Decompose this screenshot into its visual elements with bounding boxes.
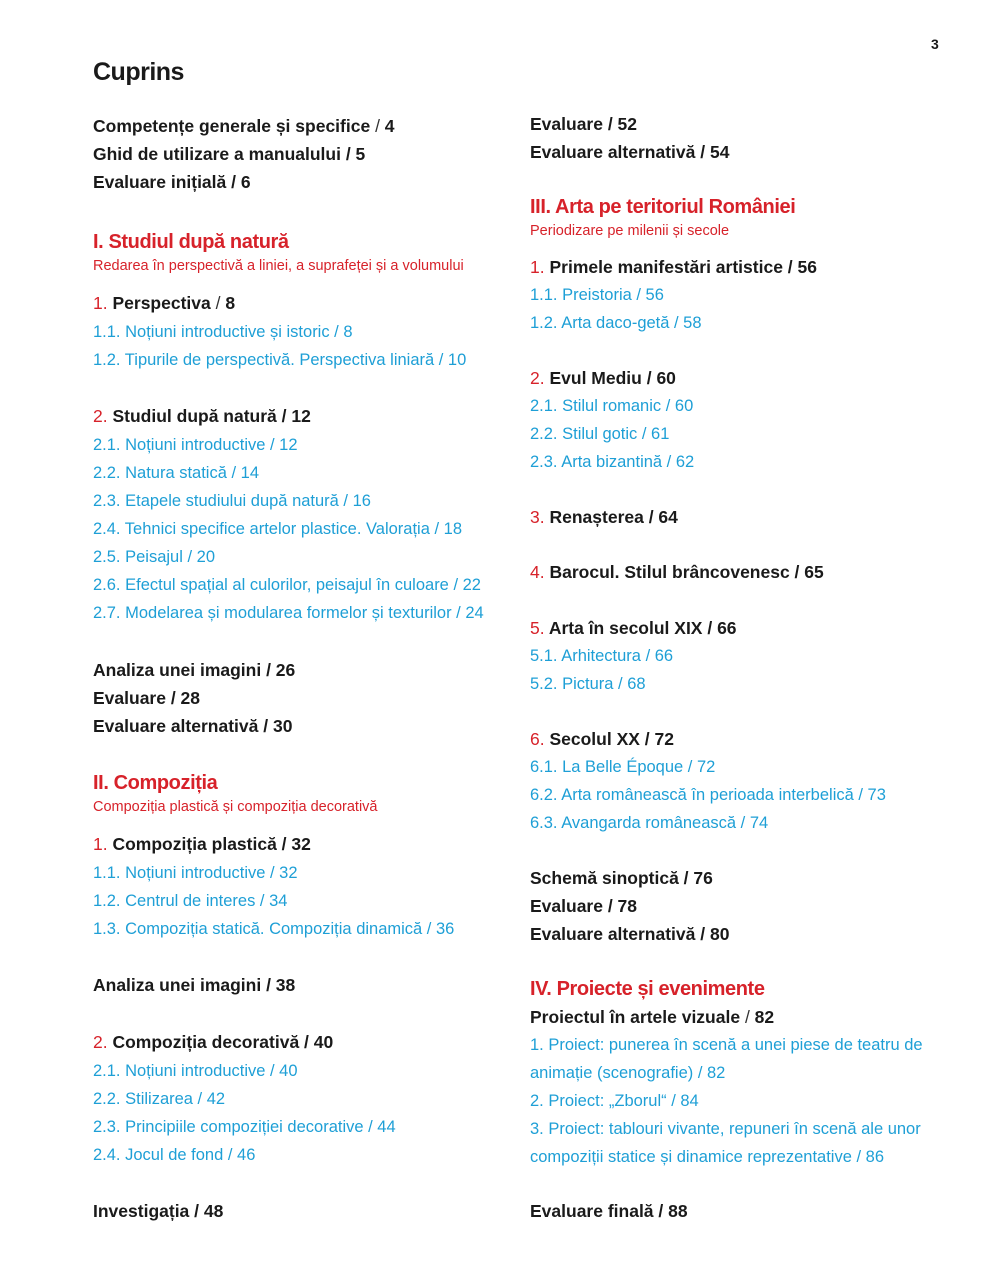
chapter-entry[interactable]: Proiectul în artele vizuale / 82 — [530, 1007, 775, 1027]
chapter-entry[interactable]: 6. Secolul XX / 72 — [530, 729, 674, 749]
toc-entry[interactable]: Analiza unei imagini / 38 — [93, 975, 296, 995]
subchapter-entry[interactable]: 1.1. Noțiuni introductive și istoric / 8 — [93, 323, 353, 341]
toc-entry[interactable]: Investigația / 48 — [93, 1201, 224, 1221]
toc-entry[interactable]: Evaluare / 28 — [93, 688, 201, 708]
section-title[interactable]: II. Compoziția — [93, 772, 218, 794]
chapter-entry[interactable]: 5. Arta în secolul XIX / 66 — [530, 618, 737, 638]
toc-entry[interactable]: Evaluare finală / 88 — [530, 1201, 688, 1221]
subchapter-entry[interactable]: 2.3. Arta bizantină / 62 — [530, 453, 695, 471]
toc-entry[interactable]: Analiza unei imagini / 26 — [93, 660, 296, 680]
subchapter-entry[interactable]: compoziții statice și dinamice reprezentative / 86 — [530, 1148, 884, 1166]
chapter-entry[interactable]: 4. Barocul. Stilul brâncovenesc / 65 — [530, 562, 824, 582]
chapter-entry[interactable]: 3. Renașterea / 64 — [530, 507, 678, 527]
toc-entry[interactable]: Evaluare / 52 — [530, 114, 638, 134]
section-subtitle: Periodizare pe milenii și secole — [530, 223, 730, 239]
subchapter-entry[interactable]: 1.3. Compoziția statică. Compoziția dinamică / 36 — [93, 920, 455, 938]
section-subtitle: Compoziția plastică și compoziția decorativă — [93, 799, 378, 815]
toc-entry[interactable]: Ghid de utilizare a manualului / 5 — [93, 144, 366, 164]
toc-entry[interactable]: Evaluare / 78 — [530, 896, 638, 916]
toc-entry[interactable]: Competențe generale și specifice / 4 — [93, 116, 395, 136]
subchapter-entry[interactable]: 2.2. Stilul gotic / 61 — [530, 425, 670, 443]
subchapter-entry[interactable]: 2.1. Stilul romanic / 60 — [530, 397, 694, 415]
chapter-entry[interactable]: 2. Compoziția decorativă / 40 — [93, 1032, 334, 1052]
subchapter-entry[interactable]: 6.2. Arta românească în perioada interbelică / 73 — [530, 786, 886, 804]
subchapter-entry[interactable]: 1.2. Tipurile de perspectivă. Perspectiva liniară / 10 — [93, 351, 467, 369]
subchapter-entry[interactable]: 6.3. Avangarda românească / 74 — [530, 814, 769, 832]
subchapter-entry[interactable]: animație (scenografie) / 82 — [530, 1064, 726, 1082]
section-title[interactable]: III. Arta pe teritoriul României — [530, 196, 796, 218]
subchapter-entry[interactable]: 5.1. Arhitectura / 66 — [530, 647, 674, 665]
chapter-entry[interactable]: 2. Evul Mediu / 60 — [530, 368, 676, 388]
subchapter-entry[interactable]: 3. Proiect: tablouri vivante, repuneri în scenă ale unor — [530, 1120, 921, 1138]
subchapter-entry[interactable]: 2.1. Noțiuni introductive / 12 — [93, 436, 298, 454]
chapter-entry[interactable]: 1. Compoziția plastică / 32 — [93, 834, 311, 854]
subchapter-entry[interactable]: 2.7. Modelarea și modularea formelor și texturilor / 24 — [93, 604, 484, 622]
subchapter-entry[interactable]: 2.3. Etapele studiului după natură / 16 — [93, 492, 371, 510]
chapter-entry[interactable]: 1. Perspectiva / 8 — [93, 293, 236, 313]
toc-entry[interactable]: Evaluare alternativă / 54 — [530, 142, 730, 162]
subchapter-entry[interactable]: 1.2. Arta daco-getă / 58 — [530, 314, 702, 332]
subchapter-entry[interactable]: 2.3. Principiile compoziției decorative / 44 — [93, 1118, 396, 1136]
subchapter-entry[interactable]: 2.4. Jocul de fond / 46 — [93, 1146, 256, 1164]
chapter-entry[interactable]: 2. Studiul după natură / 12 — [93, 406, 311, 426]
subchapter-entry[interactable]: 5.2. Pictura / 68 — [530, 675, 646, 693]
toc-entry[interactable]: Evaluare inițială / 6 — [93, 172, 251, 192]
section-title[interactable]: I. Studiul după natură — [93, 231, 289, 253]
section-title[interactable]: IV. Proiecte și evenimente — [530, 978, 765, 1000]
subchapter-entry[interactable]: 6.1. La Belle Époque / 72 — [530, 758, 716, 776]
subchapter-entry[interactable]: 1.2. Centrul de interes / 34 — [93, 892, 288, 910]
subchapter-entry[interactable]: 2.2. Stilizarea / 42 — [93, 1090, 226, 1108]
page-number: 3 — [931, 36, 939, 52]
subchapter-entry[interactable]: 2. Proiect: „Zborul“ / 84 — [530, 1092, 699, 1110]
chapter-entry[interactable]: 1. Primele manifestări artistice / 56 — [530, 257, 817, 277]
subchapter-entry[interactable]: 2.6. Efectul spațial al culorilor, peisajul în culoare / 22 — [93, 576, 481, 594]
toc-entry[interactable]: Evaluare alternativă / 30 — [93, 716, 293, 736]
subchapter-entry[interactable]: 2.1. Noțiuni introductive / 40 — [93, 1062, 298, 1080]
subchapter-entry[interactable]: 2.5. Peisajul / 20 — [93, 548, 215, 566]
subchapter-entry[interactable]: 2.2. Natura statică / 14 — [93, 464, 260, 482]
subchapter-entry[interactable]: 1.1. Noțiuni introductive / 32 — [93, 864, 298, 882]
subchapter-entry[interactable]: 1.1. Preistoria / 56 — [530, 286, 664, 304]
page-title: Cuprins — [93, 58, 184, 86]
subchapter-entry[interactable]: 2.4. Tehnici specifice artelor plastice. Valorația / 18 — [93, 520, 463, 538]
toc-entry[interactable]: Schemă sinoptică / 76 — [530, 868, 713, 888]
subchapter-entry[interactable]: 1. Proiect: punerea în scenă a unei piese de teatru de — [530, 1036, 923, 1054]
toc-entry[interactable]: Evaluare alternativă / 80 — [530, 924, 730, 944]
section-subtitle: Redarea în perspectivă a liniei, a suprafeței și a volumului — [93, 258, 464, 274]
